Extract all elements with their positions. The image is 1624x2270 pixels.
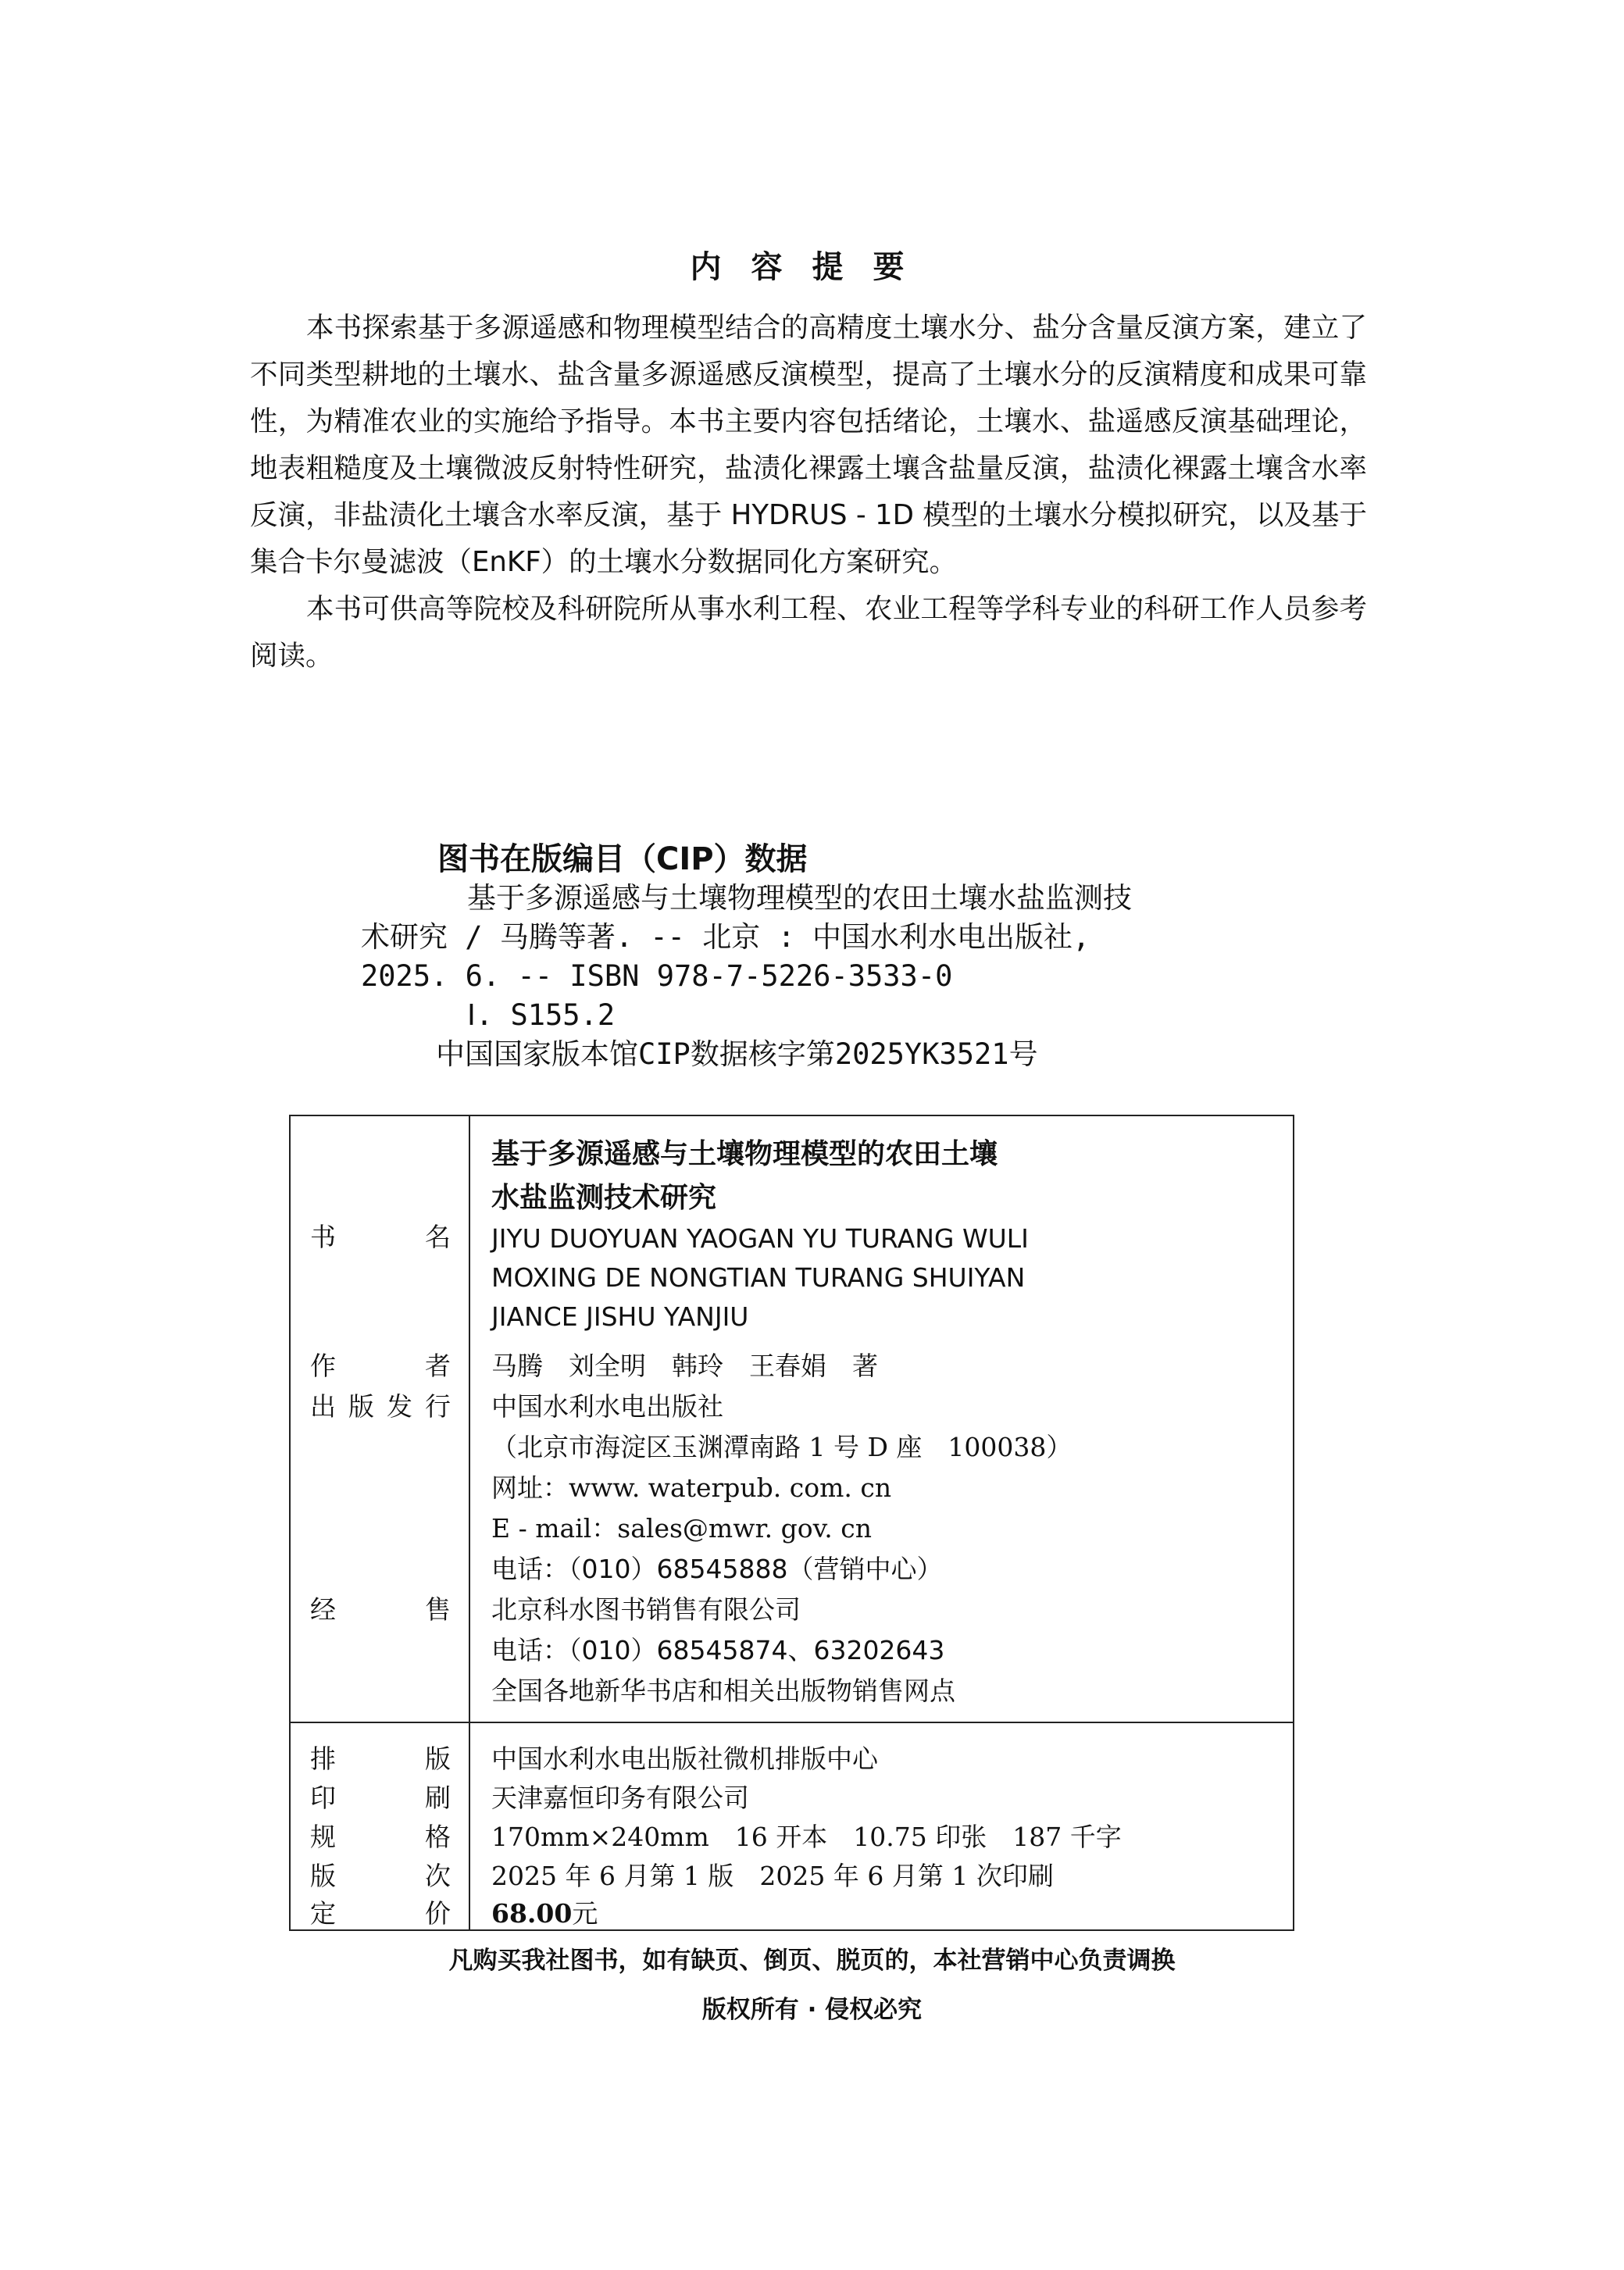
book-title-cn: 水盐监测技术研究 bbox=[491, 1182, 717, 1214]
label-char: 刷 bbox=[425, 1783, 451, 1813]
book-title-pinyin: JIANCE JISHU YANJIU bbox=[491, 1301, 749, 1332]
label-distributor bbox=[310, 1590, 451, 1629]
typesetting: 中国水利水电出版社微机排版中心 bbox=[491, 1744, 878, 1774]
publisher: 中国水利水电出版社 bbox=[491, 1391, 723, 1422]
publisher-address: （北京市海淀区玉渊潭南路 1 号 D 座 100038） bbox=[491, 1432, 1073, 1462]
label-char: 规 bbox=[310, 1822, 336, 1852]
table-divider-horizontal bbox=[291, 1722, 1293, 1723]
book-title-cn: 基于多源遥感与土壤物理模型的农田土壤 bbox=[491, 1138, 998, 1170]
printing: 天津嘉恒印务有限公司 bbox=[491, 1783, 749, 1813]
book-title-pinyin: JIYU DUOYUAN YAOGAN YU TURANG WULI bbox=[491, 1223, 1029, 1254]
cip-line: 中国国家版本馆CIP数据核字第2025YK3521号 bbox=[436, 1037, 1038, 1071]
label-char: 定 bbox=[310, 1898, 336, 1929]
edition: 2025 年 6 月第 1 版 2025 年 6 月第 1 次印刷 bbox=[491, 1861, 1054, 1891]
label-char: 价 bbox=[425, 1898, 451, 1929]
label-printing bbox=[310, 1779, 451, 1818]
label-char: 经 bbox=[310, 1594, 336, 1625]
authors: 马腾 刘全明 韩玲 王春娟 著 bbox=[491, 1351, 878, 1381]
distributor-outlets: 全国各地新华书店和相关出版物销售网点 bbox=[491, 1676, 955, 1706]
label-char: 版 bbox=[348, 1391, 374, 1422]
label-char: 书 bbox=[310, 1222, 336, 1252]
copyright-notice: 版权所有 · 侵权必究 bbox=[701, 1996, 923, 2024]
label-char: 者 bbox=[425, 1351, 451, 1381]
replacement-notice: 凡购买我社图书，如有缺页、倒页、脱页的，本社营销中心负责调换 bbox=[448, 1947, 1176, 1975]
distributor-phone: 电话：（010）68545874、63202643 bbox=[491, 1635, 945, 1665]
publisher-website: 网址：www. waterpub. com. cn bbox=[491, 1472, 892, 1503]
book-title-pinyin: MOXING DE NONGTIAN TURANG SHUIYAN bbox=[491, 1262, 1026, 1293]
spec: 170mm×240mm 16 开本 10.75 印张 187 千字 bbox=[491, 1822, 1122, 1852]
label-book-name bbox=[310, 1218, 451, 1257]
label-char: 发 bbox=[387, 1391, 412, 1422]
label-char: 次 bbox=[425, 1861, 451, 1891]
publisher-phone: 电话：（010）68545888（营销中心） bbox=[491, 1554, 943, 1584]
label-char: 出 bbox=[310, 1391, 336, 1422]
summary-paragraph: 本书探索基于多源遥感和物理模型结合的高精度土壤水分、盐分含量反演方案，建立了不同类型耕地的土壤水、盐含量多源遥感反演模型，提高了土壤水分的反演精度和成果可靠性，为精准农业的实施给予指导。本书主要内容包括绪论，土壤水、盐遥感反演基础理论，地表粗糙度及土壤微波反射特性研究，盐渍化裸露土壤含盐量反演，盐渍化裸露土壤含水率反演，非盐渍化土壤含水率反演，基于 HYDRUS - 1D 模型的土壤水分模拟研究，以及基于集合卡尔曼滤波（EnKF）的土壤水分数据同化方案研究。 bbox=[250, 312, 1367, 578]
label-price bbox=[310, 1894, 451, 1933]
price-unit: 元 bbox=[572, 1898, 598, 1929]
cip-line: 术研究 / 马腾等著. -- 北京 : 中国水利水电出版社, bbox=[361, 920, 1090, 954]
cip-line: Ⅰ. S155.2 bbox=[467, 998, 616, 1032]
price-value: 68.00 bbox=[491, 1898, 573, 1929]
distributor: 北京科水图书销售有限公司 bbox=[491, 1594, 801, 1625]
label-char: 行 bbox=[425, 1391, 451, 1422]
label-char: 格 bbox=[425, 1822, 451, 1852]
label-typesetting bbox=[310, 1740, 451, 1779]
label-publisher bbox=[310, 1387, 451, 1426]
price bbox=[491, 1894, 598, 1933]
label-char: 版 bbox=[310, 1861, 336, 1891]
label-char: 印 bbox=[310, 1783, 336, 1813]
label-edition bbox=[310, 1857, 451, 1896]
label-char: 版 bbox=[425, 1744, 451, 1774]
label-author bbox=[310, 1347, 451, 1386]
cip-line: 基于多源遥感与土壤物理模型的农田土壤水盐监测技 bbox=[467, 881, 1132, 915]
cip-heading: 图书在版编目（CIP）数据 bbox=[437, 841, 808, 877]
label-char: 名 bbox=[425, 1222, 451, 1252]
summary-title: 内容提要 bbox=[690, 249, 934, 285]
label-char: 作 bbox=[310, 1351, 336, 1381]
summary-paragraph: 本书可供高等院校及科研院所从事水利工程、农业工程等学科专业的科研工作人员参考阅读。 bbox=[250, 593, 1367, 672]
book-info-table bbox=[289, 1115, 1294, 1931]
label-char: 售 bbox=[425, 1594, 451, 1625]
table-divider-vertical bbox=[469, 1116, 470, 1929]
summary-body bbox=[250, 305, 1367, 680]
label-spec bbox=[310, 1818, 451, 1857]
label-char: 排 bbox=[310, 1744, 336, 1774]
cip-line: 2025. 6. -- ISBN 978-7-5226-3533-0 bbox=[361, 959, 953, 993]
publisher-email: E - mail：sales@mwr. gov. cn bbox=[491, 1513, 873, 1544]
